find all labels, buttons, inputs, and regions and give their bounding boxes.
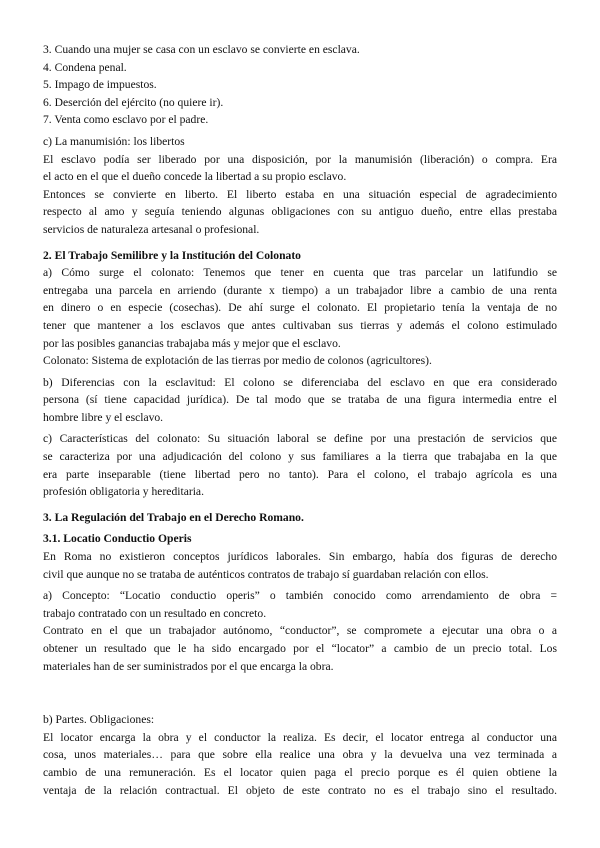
subsection-heading-locatio: 3.1. Locatio Conductio Operis	[43, 532, 192, 546]
section-heading-colonato: 2. El Trabajo Semilibre y la Institución del Colonato	[43, 248, 301, 262]
paragraph-line: tener que mantener a los esclavos que antes cultivaban sus tierras y además el colono estimulado	[43, 318, 557, 332]
document-page	[43, 41, 557, 799]
paragraph-line: a) Concepto: “Locatio conductio operis” o también conocido como arrendamiento de obra =	[43, 589, 557, 603]
paragraph-line: cambio de una remuneración. Es el locator quien paga el precio porque es él quien obtiene la	[43, 765, 557, 779]
paragraph-line: hombre libre y el esclavo.	[43, 410, 164, 424]
paragraph-line: era parte inseparable (tiene libertad pero no tanto). Para el colono, el trabajo agrícola es una	[43, 467, 557, 481]
paragraph-line: Contrato en el que un trabajador autónomo, “conductor”, se compromete a ejecutar una obra o a	[43, 624, 557, 638]
subsection-title-manumision: c) La manumisión: los libertos	[43, 134, 185, 148]
paragraph-line: El locator encarga la obra y el conductor la realiza. Es decir, el locator entrega al conductor una	[43, 730, 557, 744]
subsection-title-partes: b) Partes. Obligaciones:	[43, 713, 155, 727]
list-item: 7. Venta como esclavo por el padre.	[43, 113, 209, 127]
paragraph-line: b) Diferencias con la esclavitud: El colono se diferenciaba del esclavo en que era considerado	[43, 375, 557, 389]
paragraph-line: civil que aunque no se trataba de auténticos contratos de trabajo sí guardaban relación con ellos.	[43, 567, 489, 581]
list-item: 5. Impago de impuestos.	[43, 78, 157, 92]
paragraph-line: respecto al amo y seguía teniendo algunas obligaciones con su antiguo dueño, entre ellas prestaba	[43, 205, 557, 219]
paragraph-line: en dinero o en especie (cosechas). De ahí surge el colonato. El propietario tenía la ventaja de no	[43, 301, 557, 315]
paragraph-line: materiales han de ser suministrados por el que encarga la obra.	[43, 659, 334, 673]
paragraph-line: cosa, unos materiales… para que sobre ella realice una obra y la devuelva una vez terminada a	[43, 748, 557, 762]
paragraph-line: obtener un resultado que le ha sido encargado por el “locator” a cambio de un precio total. Los	[43, 642, 557, 655]
list-item: 6. Deserción del ejército (no quiere ir).	[43, 95, 224, 109]
paragraph-line: el acto en el que el dueño concede la libertad a su propio esclavo.	[43, 170, 347, 184]
paragraph-line: El esclavo podía ser liberado por una disposición, por la manumisión (liberación) o compra. Era	[43, 152, 557, 166]
paragraph-line: profesión obligatoria y hereditaria.	[43, 485, 204, 499]
paragraph-line: entregaba una parcela en arriendo (durante x tiempo) a un trabajador libre a cambio de una renta	[43, 283, 557, 297]
paragraph-line: por las posibles ganancias trabajaba más y mejor que el esclavo.	[43, 336, 341, 350]
paragraph-line: En Roma no existieron conceptos jurídicos laborales. Sin embargo, había dos figuras de derecho	[43, 550, 557, 564]
paragraph-line: Entonces se convierte en liberto. El liberto estaba en una situación especial de agradecimiento	[43, 187, 557, 201]
paragraph-line: se caracteriza por una adjudicación del colono y sus familiares a la tierra que trabajaba en la que	[43, 450, 557, 464]
paragraph-line: servicios de naturaleza artesanal o profesional.	[43, 222, 260, 236]
list-item: 3. Cuando una mujer se casa con un esclavo se convierte en esclava.	[43, 43, 360, 56]
colonato-definition: Colonato: Sistema de explotación de las tierras por medio de colonos (agricultores).	[43, 354, 432, 368]
paragraph-line: trabajo contratado con un resultado en concreto.	[43, 606, 267, 620]
paragraph-line: persona (sí tiene capacidad jurídica). De tal modo que se trataba de una figura intermedia entre el	[43, 393, 557, 407]
paragraph-line: c) Características del colonato: Su situación laboral se define por una prestación de servicios que	[43, 432, 557, 446]
section-heading-regulacion: 3. La Regulación del Trabajo en el Derecho Romano.	[43, 510, 304, 524]
paragraph-line: a) Cómo surge el colonato: Tenemos que tener en cuenta que tras parcelar un latifundio se	[43, 266, 557, 280]
paragraph-line: ventaja de la relación contractual. El objeto de este contrato no es el trabajo sino el resultado.	[43, 783, 557, 797]
list-item: 4. Condena penal.	[43, 60, 127, 74]
